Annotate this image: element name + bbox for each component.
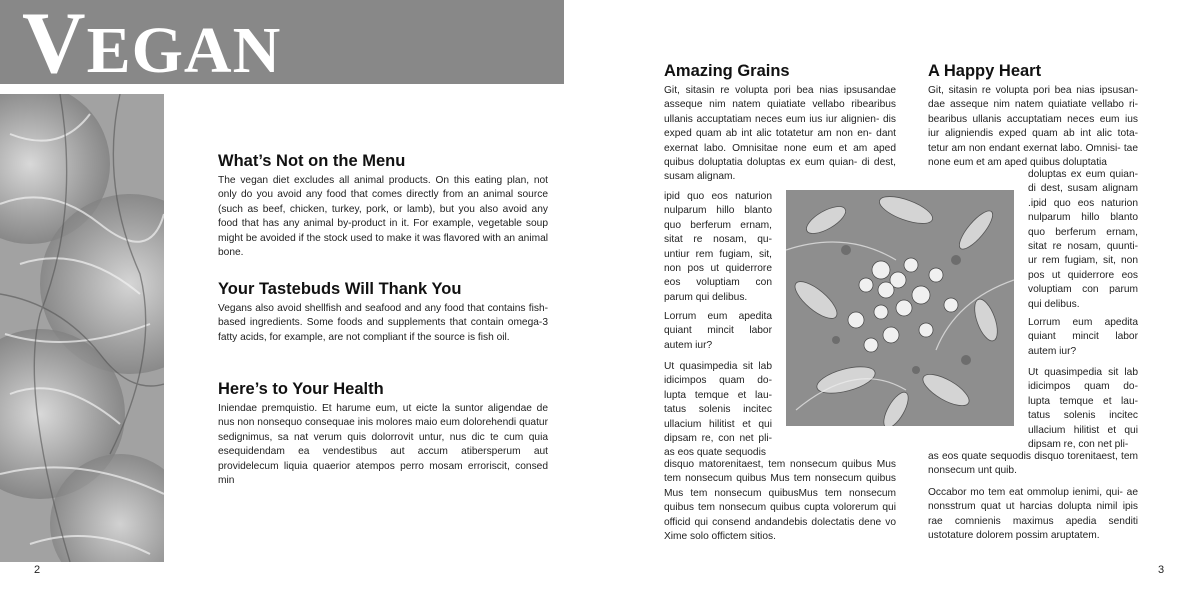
column-paragraph: doluptas ex eum quian- di dest, susam alignam .ipid quo eos naturion nulparum hillo blanto quo berferum ernam, sitat re nosam, quunti- ur rem fugiam, sit, non pos ut quiderrore eos voluptiam con parum qui delibus. [1028,169,1138,310]
section-heading: Your Tastebuds Will Thank You [218,280,462,298]
page-number-right: 3 [1158,564,1165,576]
column-heading: A Happy Heart [928,62,1042,80]
title-initial: V [22,0,87,92]
page-number-left: 2 [34,564,41,576]
section-body: The vegan diet excludes all animal products. On this eating plan, not only do you avoid any food that comes directly from an animal source (such as beef, chicken, turkey, pork, or lamb), but you also avoid any food that has any animal by-product in it. For example, vegetable soup might be avoided if the stock used to make it was flavored with an animal bone. [218,175,548,259]
column-paragraph: Occabor mo tem eat ommolup ienimi, qui- ae nonsstrum quat ut harcias dolupta nimil ipis rae comnienis maximus apedia senditi ustotature dolorem possim aruptatem. [928,487,1138,542]
section-body: Iniendae premquistio. Et harume eum, ut eicte la suntor aligendae de nus non nonsequo consequae inis molores maio eum dolorehendi quatur sedignimus, sa nat verum quis dolorrovit untur, nus dic te cum quia esequidendam ea vendestibus aut accum atibersperum aut providelecum liquia quaerior atempos perro mosam erroriscit, consed min [218,403,548,487]
food-photo [786,190,1014,426]
column-paragraph: Lorrum eum apedita quiant mincit labor autem iur? [664,311,772,351]
section-heading: Here’s to Your Health [218,380,384,398]
column-paragraph: ipid quo eos naturion nulparum hillo blanto quo berferum ernam, sitat re nosam, qu- untiur rem fugiam, sit, non pos ut quiderrore eos voluptiam con parum qui delibus. [664,191,772,303]
column-paragraph: Ut quasimpedia sit lab idicimpos quam do- lupta temque et lau- tatus solenis incitec ullacium hilitist et qui dipsam re, con net pli- [1028,367,1138,451]
title-rest: EGAN [86,14,282,87]
section-heading: What’s Not on the Menu [218,152,406,170]
section-body: Vegans also avoid shellfish and seafood and any food that contains fish-based ingredients. Some foods and supplements that contain omega-3 fatty acids, for example, are not compliant if the source is fish oil. [218,303,548,343]
column-paragraph: disquo matorenitaest, tem nonsecum quibus Mus tem nonsecum quibus Mus tem nonsecum quibus Mus tem nonsecum quibusMus tem nonsecum quibus tem nonsecum quibus cupta volorerum qui officid qui consend andandebis dolectatis dene vo Xime solo offictem sitios. [664,459,896,543]
page-title [22,0,282,92]
column-paragraph: Lorrum eum apedita quiant mincit labor autem iur? [1028,317,1138,357]
column-intro: Git, sitasin re volupta pori bea nias ipsusandae asseque nim natem quiatiate vellabo ribearibus ullanis accuptatiam neces eum ius iur alignien- dis exped quam ab int alic totatetur am non en- dant exernat labo. Omnisitae none eum et am aped quibus doluptatia doluptas ex eum quian- di dest, susam alignam. [664,85,896,183]
column-paragraph: Ut quasimpedia sit lab idicimpos quam do- lupta temque et lau- tatus solenis incitec ullacium hilitist et qui dipsam re, con net pli- as eos quate sequodis [664,361,772,459]
column-intro: Git, sitasin re volupta pori bea nias ipsusan- dae asseque nim natem quiatiate vellabo ri- bearibus ullanis accuptatiam neces eum ius iur aligniendis exped quam ab int alic tota- tetur am non endant exernat labo. Omnisi- tae none eum et am aped quibus doluptatia [928,85,1138,169]
title-banner [0,0,564,92]
column-paragraph: as eos quate sequodis disquo torenitaest, tem nonsecum unt quib. [928,451,1138,477]
column-heading: Amazing Grains [664,62,790,80]
kale-photo [0,94,164,562]
